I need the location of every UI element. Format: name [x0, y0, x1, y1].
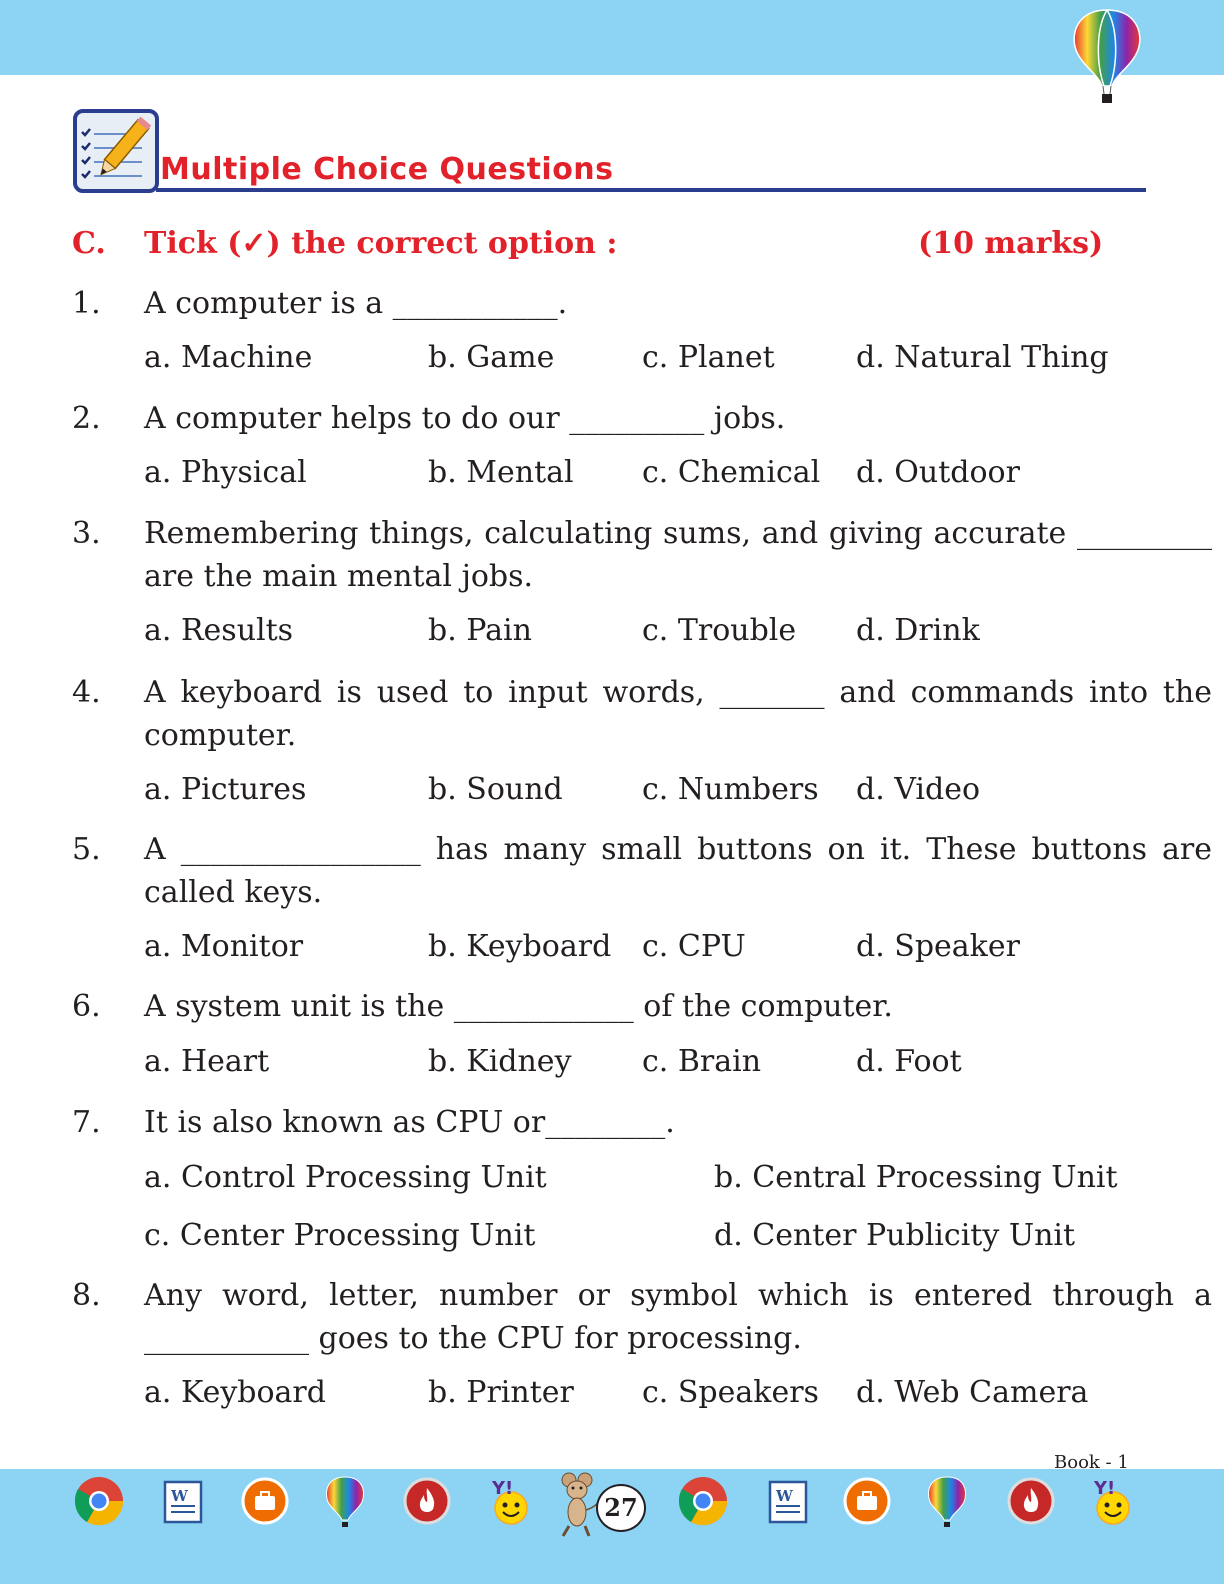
option-b[interactable]: b. Printer — [428, 1375, 574, 1410]
option-c[interactable]: c. Speakers — [642, 1375, 819, 1410]
title-underline — [156, 188, 1146, 192]
question-text: A system unit is the ____________ of the computer. — [144, 989, 893, 1024]
option-b[interactable]: b. Mental — [428, 455, 574, 490]
briefcase-app-icon — [238, 1474, 292, 1528]
page-number: 27 — [596, 1484, 646, 1532]
question-number: 6. — [72, 989, 101, 1024]
option-c[interactable]: c. Trouble — [642, 613, 797, 648]
option-c[interactable]: c. CPU — [642, 929, 746, 964]
option-d[interactable]: d. Center Publicity Unit — [714, 1218, 1076, 1253]
section-instruction: Tick (✓) the correct option : — [144, 226, 618, 261]
flame-app-icon — [400, 1474, 454, 1528]
word-document-icon — [155, 1474, 209, 1528]
chrome-icon — [676, 1474, 730, 1528]
option-c[interactable]: c. Chemical — [642, 455, 821, 490]
hot-air-balloon-icon — [318, 1474, 372, 1528]
chrome-icon — [72, 1474, 126, 1528]
option-d[interactable]: d. Outdoor — [856, 455, 1020, 490]
option-a[interactable]: a. Heart — [144, 1044, 270, 1079]
question-text: A computer helps to do our _________ jobs. — [144, 401, 786, 436]
hot-air-balloon-icon — [920, 1474, 974, 1528]
svg-text:W: W — [171, 1487, 188, 1505]
option-d[interactable]: d. Video — [856, 772, 981, 807]
question-number: 4. — [72, 675, 101, 710]
option-b[interactable]: b. Keyboard — [428, 929, 612, 964]
option-a[interactable]: a. Results — [144, 613, 294, 648]
flame-app-icon — [1004, 1474, 1058, 1528]
question-text: A keyboard is used to input words, _______ and commands into the computer. — [144, 675, 1212, 753]
svg-text:Y!: Y! — [1094, 1478, 1116, 1499]
option-d[interactable]: d. Drink — [856, 613, 980, 648]
option-c[interactable]: c. Center Processing Unit — [144, 1218, 536, 1253]
option-b[interactable]: b. Game — [428, 340, 555, 375]
question-number: 8. — [72, 1278, 101, 1313]
question-text: It is also known as CPU or________. — [144, 1105, 675, 1140]
question-number: 3. — [72, 516, 101, 551]
option-d[interactable]: d. Web Camera — [856, 1375, 1089, 1410]
question-number: 2. — [72, 401, 101, 436]
option-b[interactable]: b. Sound — [428, 772, 563, 807]
option-a[interactable]: a. Machine — [144, 340, 313, 375]
option-b[interactable]: b. Central Processing Unit — [714, 1160, 1118, 1195]
question-text: Any word, letter, number or symbol which is entered through a ___________ goes to the CPU for processing. — [144, 1278, 1212, 1356]
question-number: 5. — [72, 832, 101, 867]
option-a[interactable]: a. Control Processing Unit — [144, 1160, 547, 1195]
question-text: Remembering things, calculating sums, and giving accurate _________ are the main mental jobs. — [144, 516, 1212, 594]
option-a[interactable]: a. Keyboard — [144, 1375, 326, 1410]
option-a[interactable]: a. Pictures — [144, 772, 307, 807]
option-a[interactable]: a. Monitor — [144, 929, 304, 964]
option-c[interactable]: c. Planet — [642, 340, 775, 375]
yahoo-messenger-icon — [484, 1474, 538, 1528]
word-document-icon — [760, 1474, 814, 1528]
svg-text:Y!: Y! — [492, 1478, 514, 1499]
section-letter: C. — [72, 226, 106, 261]
option-d[interactable]: d. Natural Thing — [856, 340, 1109, 375]
top-band — [0, 0, 1224, 75]
option-b[interactable]: b. Kidney — [428, 1044, 572, 1079]
question-text: A ________________ has many small buttons on it. These buttons are called keys. — [144, 832, 1212, 910]
section-marks: (10 marks) — [918, 226, 1104, 261]
question-number: 7. — [72, 1105, 101, 1140]
book-label: Book - 1 — [1054, 1452, 1129, 1473]
option-a[interactable]: a. Physical — [144, 455, 307, 490]
page-title: Multiple Choice Questions — [160, 152, 614, 187]
yahoo-messenger-icon — [1086, 1474, 1140, 1528]
checklist-pencil-icon — [72, 108, 160, 194]
option-c[interactable]: c. Numbers — [642, 772, 819, 807]
svg-text:W: W — [776, 1487, 793, 1505]
question-text: A computer is a ___________. — [144, 286, 568, 321]
option-b[interactable]: b. Pain — [428, 613, 532, 648]
option-d[interactable]: d. Speaker — [856, 929, 1020, 964]
option-c[interactable]: c. Brain — [642, 1044, 762, 1079]
option-d[interactable]: d. Foot — [856, 1044, 962, 1079]
hot-air-balloon-icon — [1068, 8, 1146, 108]
question-number: 1. — [72, 286, 101, 321]
briefcase-app-icon — [840, 1474, 894, 1528]
